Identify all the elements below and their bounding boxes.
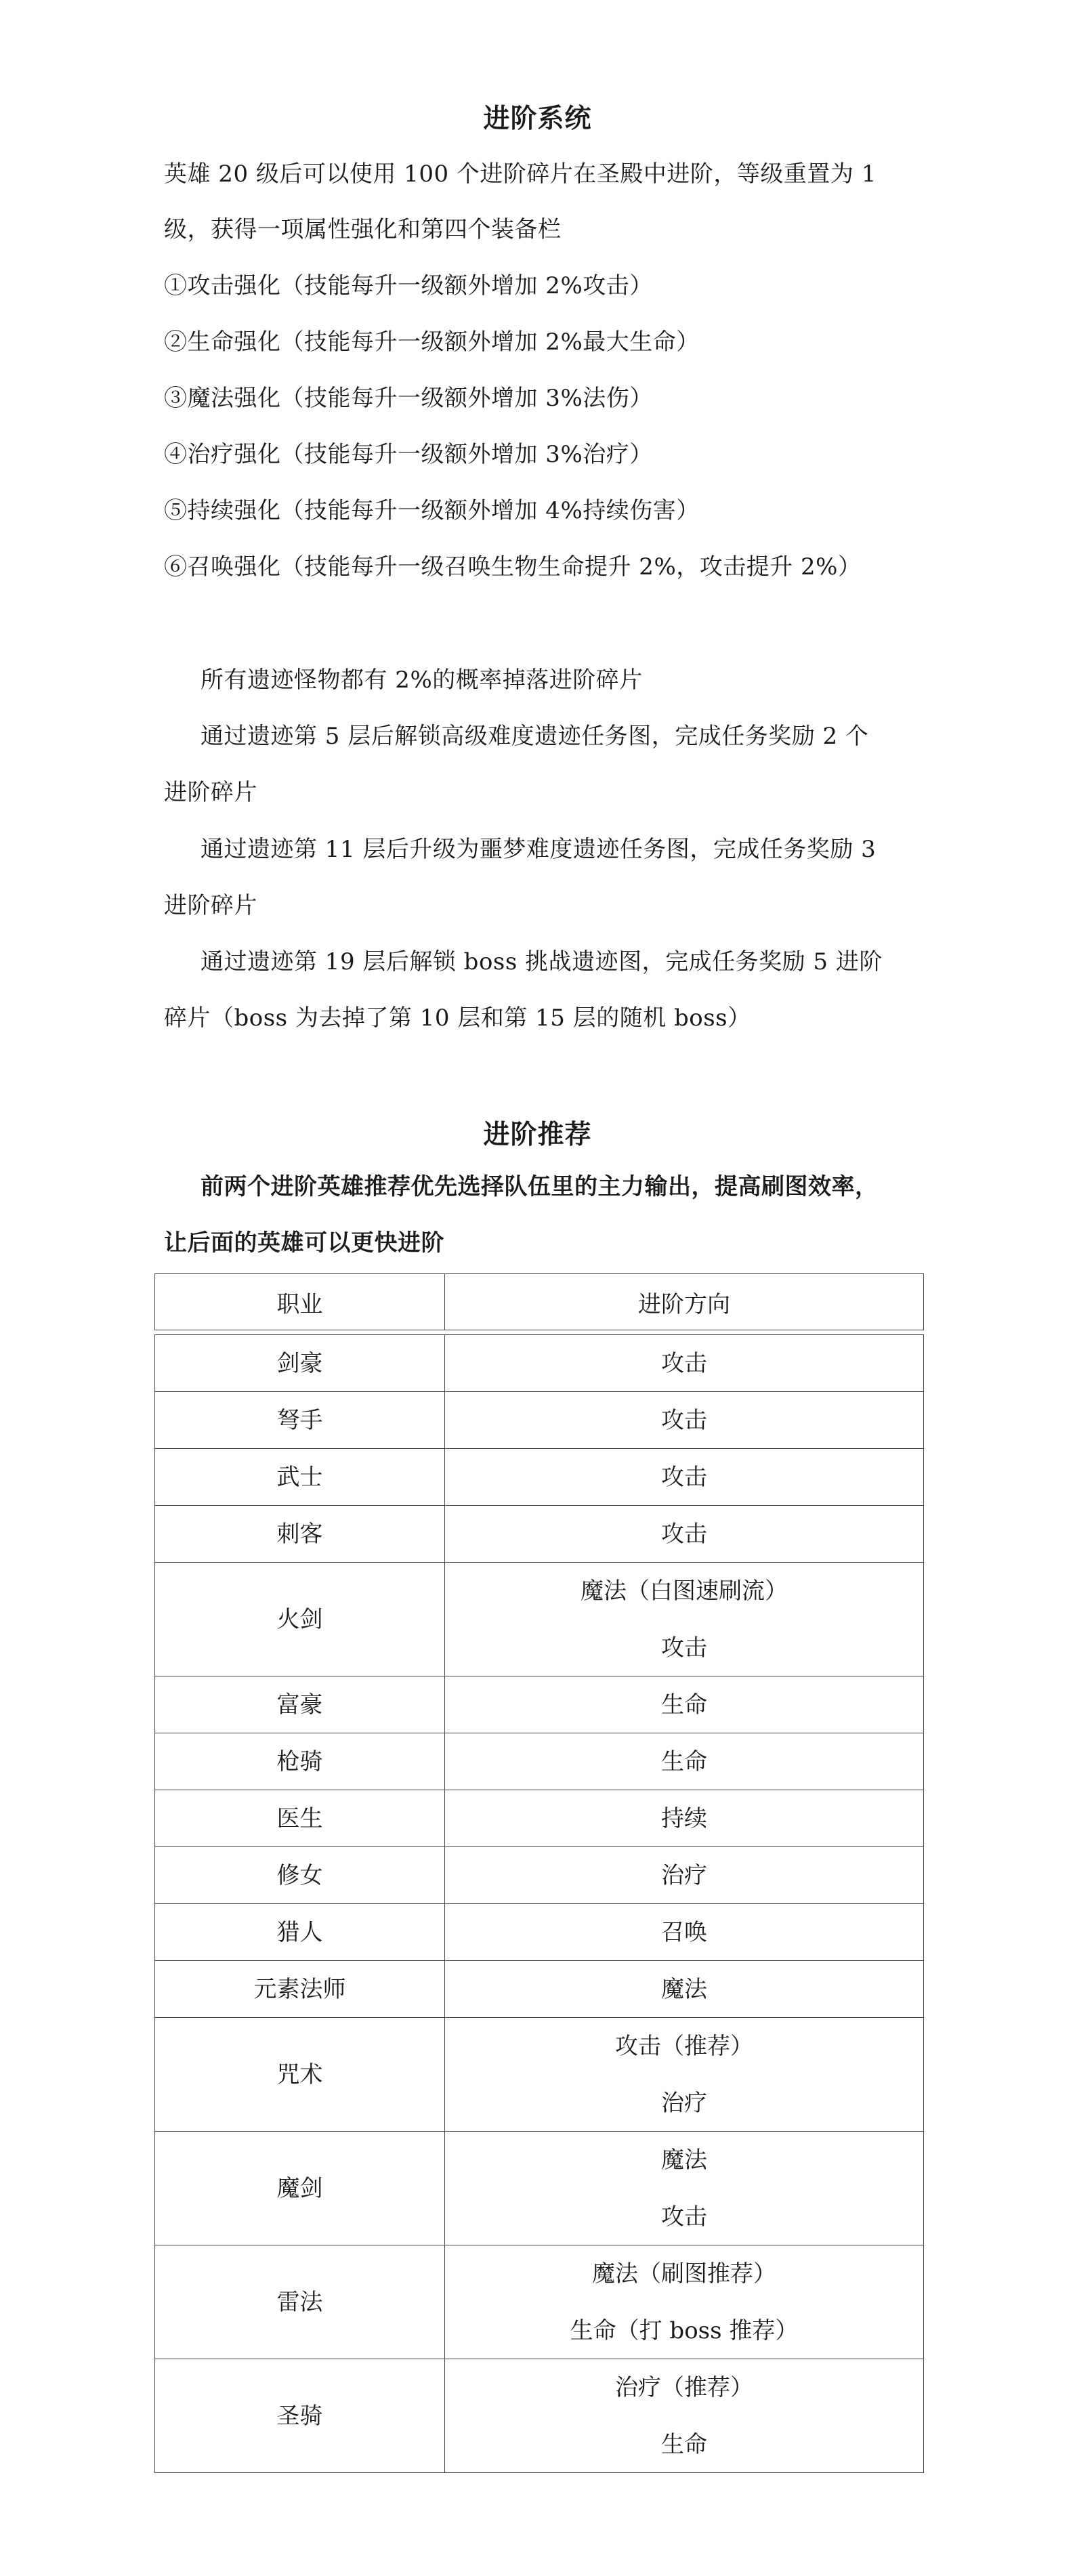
direction-label: 持续 [661, 1804, 707, 1832]
table-row [155, 1335, 923, 1392]
direction-label: 魔法（白图速刷流） [581, 1577, 788, 1605]
table-row [155, 2018, 923, 2132]
option-health: ②生命强化（技能每升一级额外增加 2%最大生命） [164, 329, 700, 356]
cell-job [155, 1392, 445, 1448]
option-attack: ①攻击强化（技能每升一级额外增加 2%攻击） [164, 272, 653, 299]
direction-label: 召唤 [661, 1918, 707, 1946]
cell-direction [445, 1904, 923, 1960]
direction-label: 魔法（刷图推荐） [592, 2260, 776, 2287]
table-row [155, 1904, 923, 1961]
cell-job [155, 1961, 445, 2017]
table-row [155, 1961, 923, 2018]
cell-job [155, 2132, 445, 2245]
section-title-recommendation: 进阶推荐 [483, 1119, 592, 1150]
direction-label: 魔法 [661, 2146, 707, 2174]
option-healing: ④治疗强化（技能每升一级额外增加 3%治疗） [164, 441, 653, 468]
drop-line: 通过遗迹第 19 层后解锁 boss 挑战遗迹图，完成任务奖励 5 进阶 [201, 948, 883, 975]
cell-direction [445, 1961, 923, 2017]
job-label: 圣骑 [276, 2402, 323, 2430]
drop-line: 通过遗迹第 5 层后解锁高级难度遗迹任务图，完成任务奖励 2 个 [201, 723, 869, 750]
table-row [155, 2132, 923, 2245]
table-row [155, 2359, 923, 2473]
cell-job [155, 2018, 445, 2131]
table-row [155, 1449, 923, 1506]
section-title-advancement-system: 进阶系统 [483, 103, 592, 134]
job-label: 修女 [276, 1861, 323, 1889]
direction-label: 攻击 [661, 1349, 707, 1377]
job-label: 医生 [276, 1804, 323, 1832]
cell-job [155, 1335, 445, 1391]
intro-line: 英雄 20 级后可以使用 100 个进阶碎片在圣殿中进阶，等级重置为 1 [164, 161, 877, 188]
direction-label: 治疗 [661, 1861, 707, 1889]
table-body [154, 1334, 924, 2473]
table-row [155, 1392, 923, 1449]
cell-direction [445, 1335, 923, 1391]
cell-direction [445, 1449, 923, 1505]
cell-job [155, 1676, 445, 1733]
table-row [155, 1563, 923, 1676]
direction-label: 攻击 [661, 1463, 707, 1491]
job-label: 雷法 [276, 2288, 323, 2316]
cell-job [155, 1449, 445, 1505]
direction-label: 生命 [661, 1748, 707, 1775]
cell-direction [445, 2018, 923, 2131]
header-job: 职业 [155, 1274, 445, 1330]
direction-label: 生命 [661, 2430, 707, 2458]
job-label: 刺客 [276, 1520, 323, 1548]
recommend-line: 前两个进阶英雄推荐优先选择队伍里的主力输出，提高刷图效率， [201, 1173, 879, 1200]
cell-direction [445, 2359, 923, 2472]
job-label: 火剑 [276, 1605, 323, 1633]
job-label: 魔剑 [276, 2174, 323, 2202]
cell-direction [445, 1392, 923, 1448]
header-direction: 进阶方向 [638, 1290, 730, 1318]
cell-job [155, 1733, 445, 1790]
direction-label: 攻击 [661, 1406, 707, 1434]
cell-direction [445, 1847, 923, 1903]
cell-job [155, 2245, 445, 2359]
cell-direction [445, 1790, 923, 1846]
drop-line: 进阶碎片 [164, 892, 257, 919]
option-magic: ③魔法强化（技能每升一级额外增加 3%法伤） [164, 385, 653, 412]
cell-direction [445, 1733, 923, 1790]
recommendation-table [154, 1273, 924, 2479]
table-row [155, 1733, 923, 1790]
cell-job [155, 1904, 445, 1960]
cell-job [155, 2359, 445, 2472]
drop-line: 进阶碎片 [164, 779, 257, 806]
direction-label: 攻击（推荐） [615, 2032, 753, 2060]
table-row [155, 1847, 923, 1904]
cell-job [155, 1563, 445, 1676]
job-label: 咒术 [276, 2061, 323, 2088]
direction-label: 治疗 [661, 2089, 707, 2117]
table-row [155, 2245, 923, 2359]
recommend-line: 让后面的英雄可以更快进阶 [164, 1229, 444, 1257]
option-summon: ⑥召唤强化（技能每升一级召唤生物生命提升 2%，攻击提升 2%） [164, 553, 862, 580]
cell-job [155, 1506, 445, 1562]
direction-label: 攻击 [661, 2203, 707, 2231]
drop-line: 所有遗迹怪物都有 2%的概率掉落进阶碎片 [201, 667, 643, 694]
cell-direction [445, 1506, 923, 1562]
table-row [155, 1790, 923, 1847]
option-dot: ⑤持续强化（技能每升一级额外增加 4%持续伤害） [164, 497, 700, 524]
direction-label: 生命 [661, 1691, 707, 1718]
cell-job [155, 1790, 445, 1846]
cell-direction [445, 1676, 923, 1733]
table-row [155, 1676, 923, 1733]
direction-label: 魔法 [661, 1975, 707, 2003]
drop-line: 通过遗迹第 11 层后升级为噩梦难度遗迹任务图，完成任务奖励 3 [201, 836, 877, 863]
cell-direction [445, 2132, 923, 2245]
direction-label: 生命（打 boss 推荐） [570, 2317, 799, 2344]
table-row [155, 1506, 923, 1563]
drop-line: 碎片（boss 为去掉了第 10 层和第 15 层的随机 boss） [164, 1005, 751, 1032]
intro-line: 级，获得一项属性强化和第四个装备栏 [164, 216, 562, 243]
job-label: 猎人 [276, 1918, 323, 1946]
job-label: 弩手 [276, 1406, 323, 1434]
cell-direction [445, 1563, 923, 1676]
cell-direction [445, 2245, 923, 2359]
job-label: 元素法师 [253, 1975, 346, 2003]
job-label: 剑豪 [276, 1349, 323, 1377]
direction-label: 治疗（推荐） [615, 2373, 753, 2401]
job-label: 富豪 [276, 1691, 323, 1718]
table-header [154, 1273, 924, 1330]
direction-label: 攻击 [661, 1520, 707, 1548]
job-label: 枪骑 [276, 1748, 323, 1775]
job-label: 武士 [276, 1463, 323, 1491]
cell-job [155, 1847, 445, 1903]
direction-label: 攻击 [661, 1634, 707, 1662]
